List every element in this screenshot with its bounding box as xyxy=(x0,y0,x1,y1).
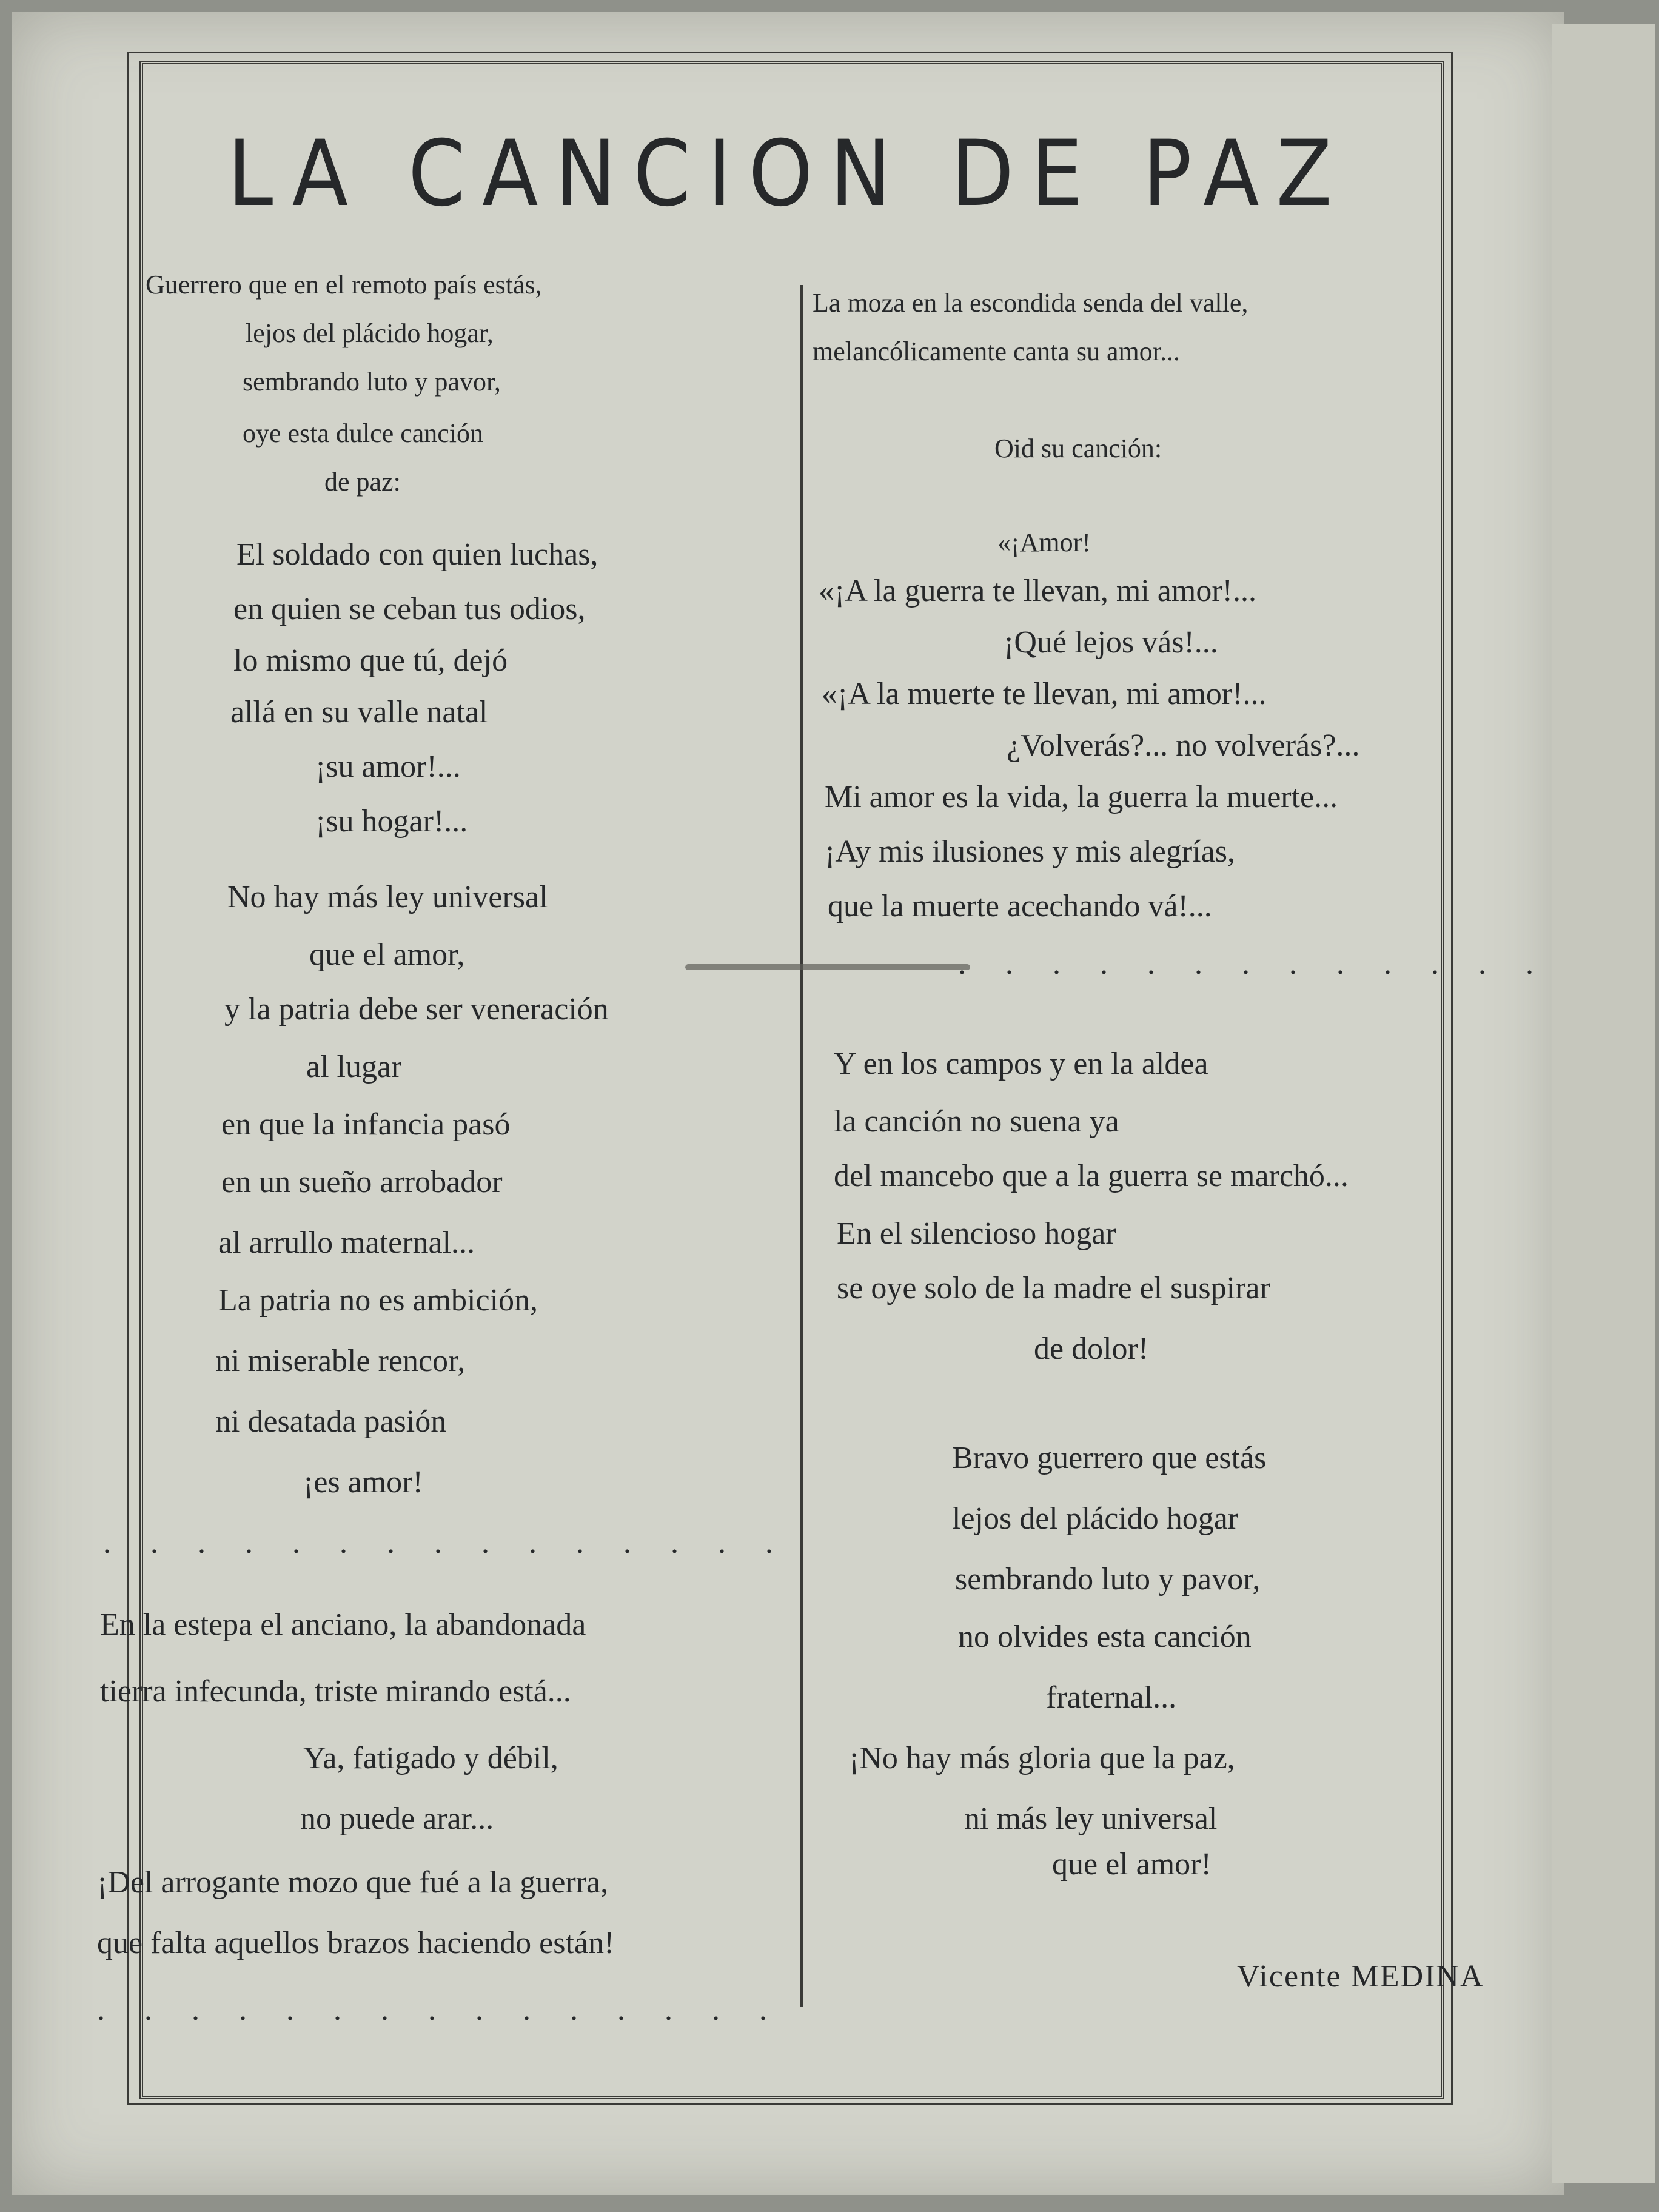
right-stanza4-line5: se oye solo de la madre el suspirar xyxy=(837,1271,1270,1305)
left-stanza3-line4: al lugar xyxy=(306,1050,402,1084)
right-stanza3-line2: «¡A la guerra te llevan, mi amor!... xyxy=(819,574,1256,608)
column-divider xyxy=(800,285,803,2007)
left-stanza3-line8: La patria no es ambición, xyxy=(218,1283,538,1318)
right-stanza3-line5: ¿Volverás?... no volverás?... xyxy=(1007,728,1360,763)
left-stanza3-line2: que el amor, xyxy=(309,937,465,972)
right-stanza5-line3: sembrando luto y pavor, xyxy=(955,1562,1261,1597)
left-separator-1: . . . . . . . . . . . . . . . xyxy=(103,1526,789,1560)
left-stanza3-line6: en un sueño arrobador xyxy=(221,1165,503,1199)
left-stanza2-line3: lo mismo que tú, dejó xyxy=(233,643,508,678)
right-stanza2-line1: Oid su canción: xyxy=(994,434,1162,463)
right-stanza5-line1: Bravo guerrero que estás xyxy=(952,1441,1267,1475)
left-stanza2-line5: ¡su amor!... xyxy=(315,749,461,784)
right-stanza1-line2: melancólicamente canta su amor... xyxy=(813,337,1180,366)
left-stanza3-line3: y la patria debe ser veneración xyxy=(224,992,609,1027)
right-stanza4-line1: Y en los campos y en la aldea xyxy=(834,1047,1208,1081)
right-stanza3-line8: que la muerte acechando vá!... xyxy=(828,889,1212,923)
left-stanza2-line6: ¡su hogar!... xyxy=(315,804,468,839)
left-stanza1-line3: sembrando luto y pavor, xyxy=(243,367,501,397)
right-stanza4-line6: de dolor! xyxy=(1034,1332,1149,1366)
left-separator-2: . . . . . . . . . . . . . . . xyxy=(97,1992,783,2027)
left-stanza2-line2: en quien se ceban tus odios, xyxy=(233,592,586,626)
left-stanza3-line10: ni desatada pasión xyxy=(215,1404,447,1439)
left-stanza1-line4: oye esta dulce canción xyxy=(243,418,484,448)
right-stanza3-line4: «¡A la muerte te llevan, mi amor!... xyxy=(822,677,1267,711)
paper-fold-tear xyxy=(685,964,970,970)
left-stanza3-line9: ni miserable rencor, xyxy=(215,1344,466,1378)
right-stanza3-line6: Mi amor es la vida, la guerra la muerte... xyxy=(825,780,1338,814)
right-stanza5-line8: que el amor! xyxy=(1052,1847,1212,1882)
poem-title: LA CANCION DE PAZ xyxy=(227,121,1349,227)
left-stanza4-line5: ¡Del arrogante mozo que fué a la guerra, xyxy=(97,1865,609,1900)
left-stanza4-line2: tierra infecunda, triste mirando está... xyxy=(100,1674,571,1709)
right-stanza3-line7: ¡Ay mis ilusiones y mis alegrías, xyxy=(825,834,1235,869)
left-stanza4-line3: Ya, fatigado y débil, xyxy=(303,1741,558,1775)
left-stanza4-line1: En la estepa el anciano, la abandonada xyxy=(100,1607,586,1642)
left-stanza4-line6: que falta aquellos brazos haciendo están! xyxy=(97,1926,615,1960)
left-stanza1-line1: Guerrero que en el remoto país estás, xyxy=(146,270,542,300)
right-stanza5-line2: lejos del plácido hogar xyxy=(952,1501,1239,1536)
right-stanza5-line5: fraternal... xyxy=(1046,1680,1177,1715)
left-stanza4-line4: no puede arar... xyxy=(300,1801,494,1836)
left-stanza3-line5: en que la infancia pasó xyxy=(221,1107,511,1142)
right-stanza5-line7: ni más ley universal xyxy=(964,1801,1218,1836)
right-stanza3-line3: ¡Qué lejos vás!... xyxy=(1004,625,1218,660)
right-stanza5-line4: no olvides esta canción xyxy=(958,1620,1252,1654)
underlying-page-edge xyxy=(1552,24,1655,2183)
right-stanza1-line1: La moza en la escondida senda del valle, xyxy=(813,288,1248,318)
left-stanza3-line1: No hay más ley universal xyxy=(227,880,548,914)
right-stanza4-line2: la canción no suena ya xyxy=(834,1104,1119,1139)
left-stanza3-line7: al arrullo maternal... xyxy=(218,1225,475,1260)
right-stanza4-line3: del mancebo que a la guerra se marchó... xyxy=(834,1159,1349,1193)
left-stanza3-line11: ¡es amor! xyxy=(303,1465,423,1500)
right-stanza5-line6: ¡No hay más gloria que la paz, xyxy=(849,1741,1235,1775)
left-stanza2-line1: El soldado con quien luchas, xyxy=(236,537,598,572)
left-stanza2-line4: allá en su valle natal xyxy=(230,695,488,729)
left-stanza1-line2: lejos del plácido hogar, xyxy=(246,318,494,348)
left-stanza1-line5: de paz: xyxy=(324,467,401,497)
author-signature: Vicente MEDINA xyxy=(1237,1959,1484,1994)
right-stanza3-line1: «¡Amor! xyxy=(997,528,1091,557)
right-stanza4-line4: En el silencioso hogar xyxy=(837,1216,1116,1251)
right-separator: . . . . . . . . . . . . . xyxy=(958,947,1549,981)
